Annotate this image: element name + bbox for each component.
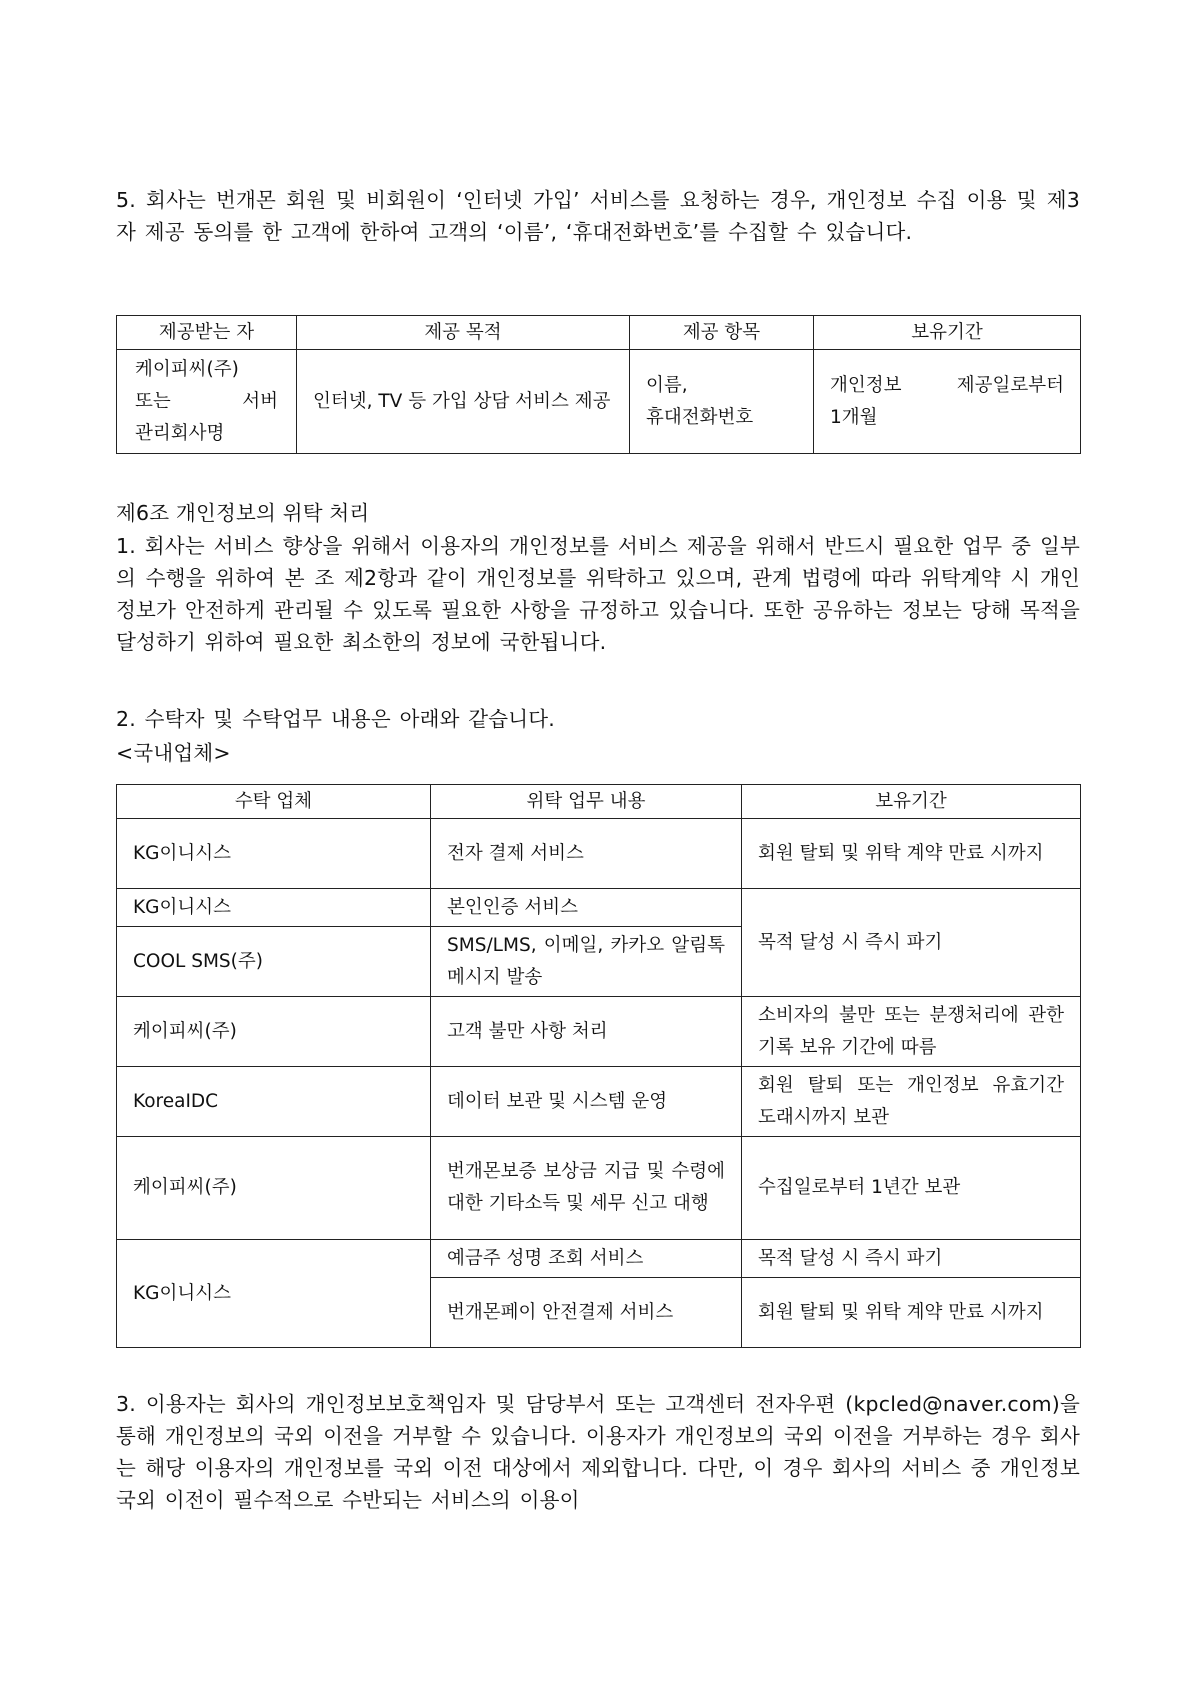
cell-period: 회원 탈퇴 및 위탁 계약 만료 시까지: [742, 819, 1081, 889]
table-row: [117, 819, 1081, 889]
cell-company: 케이피씨(주): [117, 1137, 431, 1240]
article6-paragraph-2: 2. 수탁자 및 수탁업무 내용은 아래와 같습니다.: [116, 707, 556, 731]
cell-period: 목적 달성 시 즉시 파기: [742, 889, 1081, 997]
domestic-subheading: <국내업체>: [116, 741, 231, 765]
header-task: 위탁 업무 내용: [431, 785, 742, 819]
cell-task: 번개몬페이 안전결제 서비스: [431, 1278, 742, 1348]
header-items: 제공 항목: [630, 316, 814, 350]
cell-task: 번개몬보증 보상금 지급 및 수령에 대한 기타소득 및 세무 신고 대행: [431, 1137, 742, 1240]
cell-task: 고객 불만 사항 처리: [431, 997, 742, 1067]
table-row: [117, 997, 1081, 1067]
third-party-provision-table: [116, 315, 1081, 454]
cell-retention: 개인정보 제공일로부터 1개월: [814, 350, 1081, 454]
table-row: [117, 889, 1081, 927]
cell-recipient: 케이피씨(주) 또는 서버 관리회사명: [117, 350, 297, 454]
cell-task: SMS/LMS, 이메일, 카카오 알림톡 메시지 발송: [431, 927, 742, 997]
cell-period: 목적 달성 시 즉시 파기: [742, 1240, 1081, 1278]
cell-company: COOL SMS(주): [117, 927, 431, 997]
cell-task: 본인인증 서비스: [431, 889, 742, 927]
cell-company: 케이피씨(주): [117, 997, 431, 1067]
cell-purpose: 인터넷, TV 등 가입 상담 서비스 제공: [297, 350, 630, 454]
entrustment-table: [116, 784, 1081, 1348]
cell-period: 회원 탈퇴 및 위탁 계약 만료 시까지: [742, 1278, 1081, 1348]
header-company: 수탁 업체: [117, 785, 431, 819]
header-recipient: 제공받는 자: [117, 316, 297, 350]
cell-task: 예금주 성명 조회 서비스: [431, 1240, 742, 1278]
header-retention: 보유기간: [814, 316, 1081, 350]
cell-period: 회원 탈퇴 또는 개인정보 유효기간 도래시까지 보관: [742, 1067, 1081, 1137]
section5-paragraph: 5. 회사는 번개몬 회원 및 비회원이 ‘인터넷 가입’ 서비스를 요청하는 경우, 개인정보 수집 이용 및 제3자 제공 동의를 한 고객에 한하여 고객의 ‘이름’, ‘휴대전화번호’를 수집할 수 있습니다.: [116, 188, 1080, 244]
cell-period: 소비자의 불만 또는 분쟁처리에 관한 기록 보유 기간에 따름: [742, 997, 1081, 1067]
header-period: 보유기간: [742, 785, 1081, 819]
cell-task: 데이터 보관 및 시스템 운영: [431, 1067, 742, 1137]
header-purpose: 제공 목적: [297, 316, 630, 350]
cell-items: 이름, 휴대전화번호: [630, 350, 814, 454]
cell-company: KG이니시스: [117, 1240, 431, 1348]
table-row: [117, 1137, 1081, 1240]
table-row: [117, 1240, 1081, 1278]
article6-paragraph-1: 1. 회사는 서비스 향상을 위해서 이용자의 개인정보를 서비스 제공을 위해서 반드시 필요한 업무 중 일부의 수행을 위하여 본 조 제2항과 같이 개인정보를 위탁하고 있으며, 관계 법령에 따라 위탁계약 시 개인정보가 안전하게 관리될 수 있도록 필요한 사항을 규정하고 있습니다. 또한 공유하는 정보는 당해 목적을 달성하기 위하여 필요한 최소한의 정보에 국한됩니다.: [116, 534, 1080, 654]
article6-title: 제6조 개인정보의 위탁 처리: [116, 501, 370, 525]
cell-task: 전자 결제 서비스: [431, 819, 742, 889]
cell-company: KoreaIDC: [117, 1067, 431, 1137]
cell-period: 수집일로부터 1년간 보관: [742, 1137, 1081, 1240]
cell-company: KG이니시스: [117, 819, 431, 889]
article6-paragraph-3: 3. 이용자는 회사의 개인정보보호책임자 및 담당부서 또는 고객센터 전자우편 (kpcled@naver.com)을 통해 개인정보의 국외 이전을 거부할 수 있습니다. 이용자가 개인정보의 국외 이전을 거부하는 경우 회사는 해당 이용자의 개인정보를 국외 이전 대상에서 제외합니다. 다만, 이 경우 회사의 서비스 중 개인정보 국외 이전이 필수적으로 수반되는 서비스의 이용이: [116, 1392, 1080, 1512]
cell-company: KG이니시스: [117, 889, 431, 927]
table-row: [117, 1067, 1081, 1137]
